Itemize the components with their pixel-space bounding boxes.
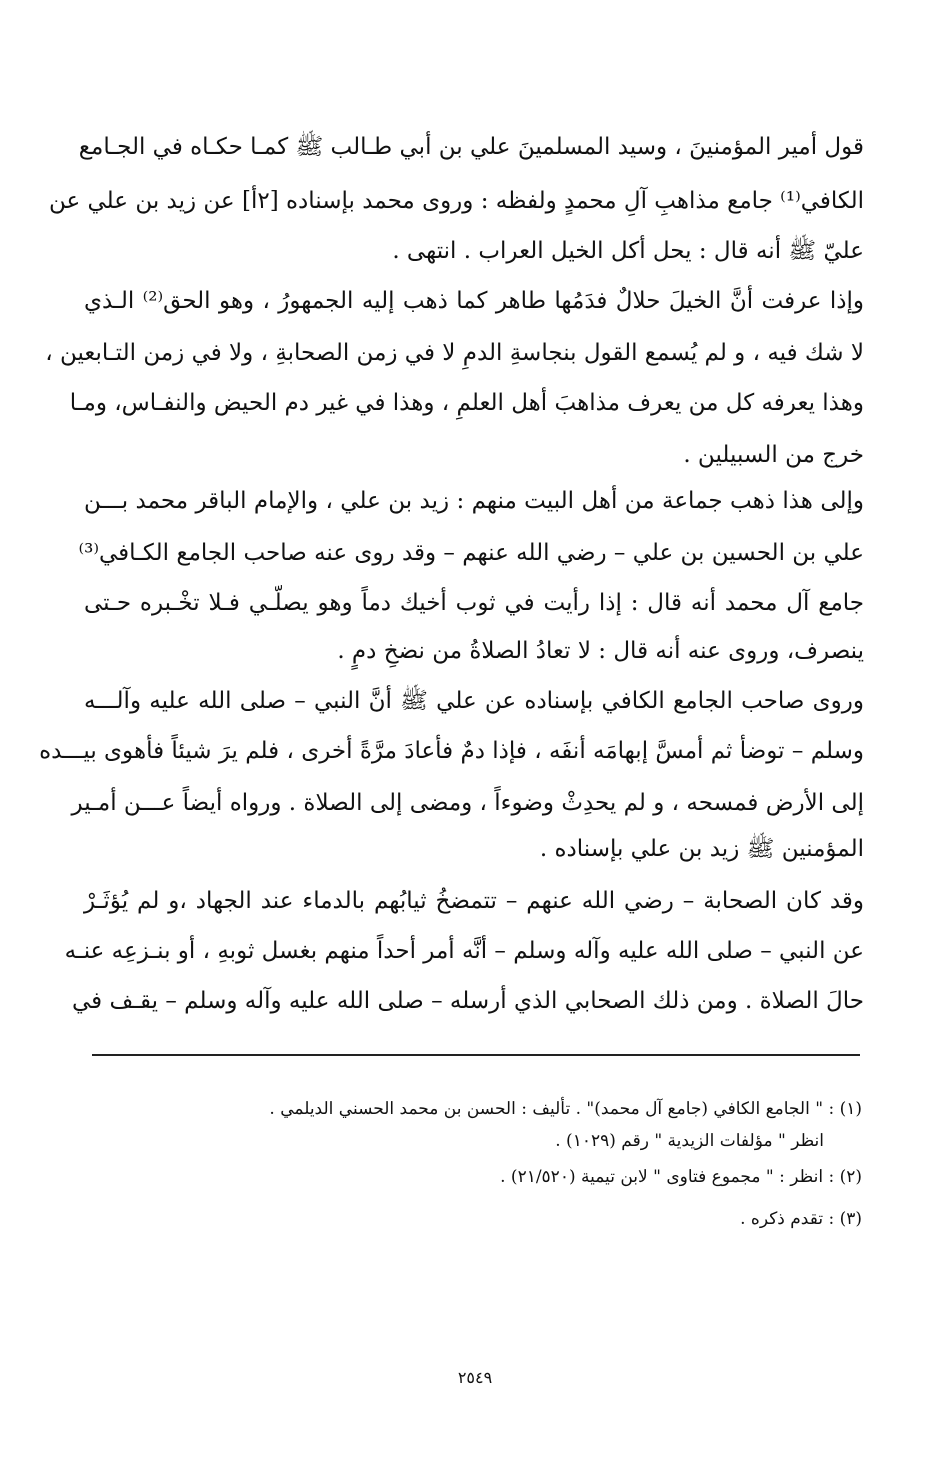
body-line: قول أمير المؤمنينَ ، وسيد المسلمينَ علي بن أبي طـالب ﷺ كمـا حكـاه في الجـامع [78, 134, 864, 160]
body-line: المؤمنين ﷺ زيد بن علي بإسناده . [539, 836, 864, 862]
footnote: (١) : " الجامع الكافي (جامع آل محمد)" . تأليف : الحسن بن محمد الحسني الديلمي . [269, 1099, 862, 1119]
body-line: وقد كان الصحابة – رضي الله عنهم – تتمضخُ ثيابُهم بالدماء عند الجهاد ،و لم يُؤثَـرْ [84, 888, 864, 914]
body-line: الكافي⁽¹⁾ جامع مذاهبِ آلِ محمدٍ ولفظه : وروى محمد بإسناده [٢أ] عن زيد بن علي عن [48, 188, 864, 214]
body-line: ينصرف، وروى عنه أنه قال : لا تعادُ الصلاةُ من نضخِ دمٍ . [337, 638, 864, 664]
body-line: لا شك فيه ، و لم يُسمع القول بنجاسةِ الدمِ لا في زمن الصحابةِ ، ولا في زمن التـابعين ، [45, 340, 864, 366]
body-line: وهذا يعرفه كل من يعرف مذاهبَ أهل العلمِ ، وهذا في غير دم الحيض والنفـاس، ومـا [69, 390, 864, 416]
body-line: حالَ الصلاة . ومن ذلك الصحابي الذي أرسله – صلى الله عليه وآله وسلم – يقـف في [71, 988, 864, 1014]
body-line: عن النبي – صلى الله عليه وآله وسلم – أنَّه أمر أحداً منهم بغسل ثوبهِ ، أو بنـزعِه عنـه [64, 938, 864, 964]
footnote: (٣) : تقدم ذكره . [740, 1209, 862, 1229]
page-number: ٢٥٤٩ [457, 1368, 493, 1387]
body-line: إلى الأرض فمسحه ، و لم يحدِثْ وضوءاً ، ومضى إلى الصلاة . ورواه أيضاً عـــن أمـير [71, 790, 864, 816]
body-line: وسلم – توضأ ثم أمسَّ إبهامَه أنفَه ، فإذا دمٌ فأعادَ مرَّةً أخرى ، فلم يرَ شيئاً فأهوى بيـــده [39, 738, 864, 764]
body-line: علي بن الحسين بن علي – رضي الله عنهم – وقد روى عنه صاحب الجامع الكـافي⁽³⁾ [78, 540, 864, 566]
footnote-divider [92, 1054, 860, 1056]
body-line: وإلى هذا ذهب جماعة من أهل البيت منهم : زيد بن علي ، والإمام الباقر محمد بـــن [84, 488, 864, 514]
body-line: وإذا عرفت أنَّ الخيلَ حلالٌ فدَمُها طاهر كما ذهب إليه الجمهورُ ، وهو الحق⁽²⁾ الـذي [84, 288, 865, 314]
body-line: وروى صاحب الجامع الكافي بإسناده عن علي ﷺ أنَّ النبي – صلى الله عليه وآلـــه [84, 688, 864, 714]
body-line: خرج من السبيلين . [683, 442, 864, 468]
body-line: عليّ ﷺ أنه قال : يحل أكل الخيل العراب . انتهى . [392, 238, 864, 264]
body-line: جامع آل محمد أنه قال : إذا رأيت في ثوب أخيك دماً وهو يصلّـي فـلا تخْـبره حـتى [84, 590, 864, 616]
footnote: (٢) : انظر : " مجموع فتاوى " لابن تيمية (٢١/٥٢٠) . [500, 1167, 862, 1187]
footnote-continuation: انظر " مؤلفات الزيدية " رقم (١٠٢٩) . [555, 1131, 824, 1151]
